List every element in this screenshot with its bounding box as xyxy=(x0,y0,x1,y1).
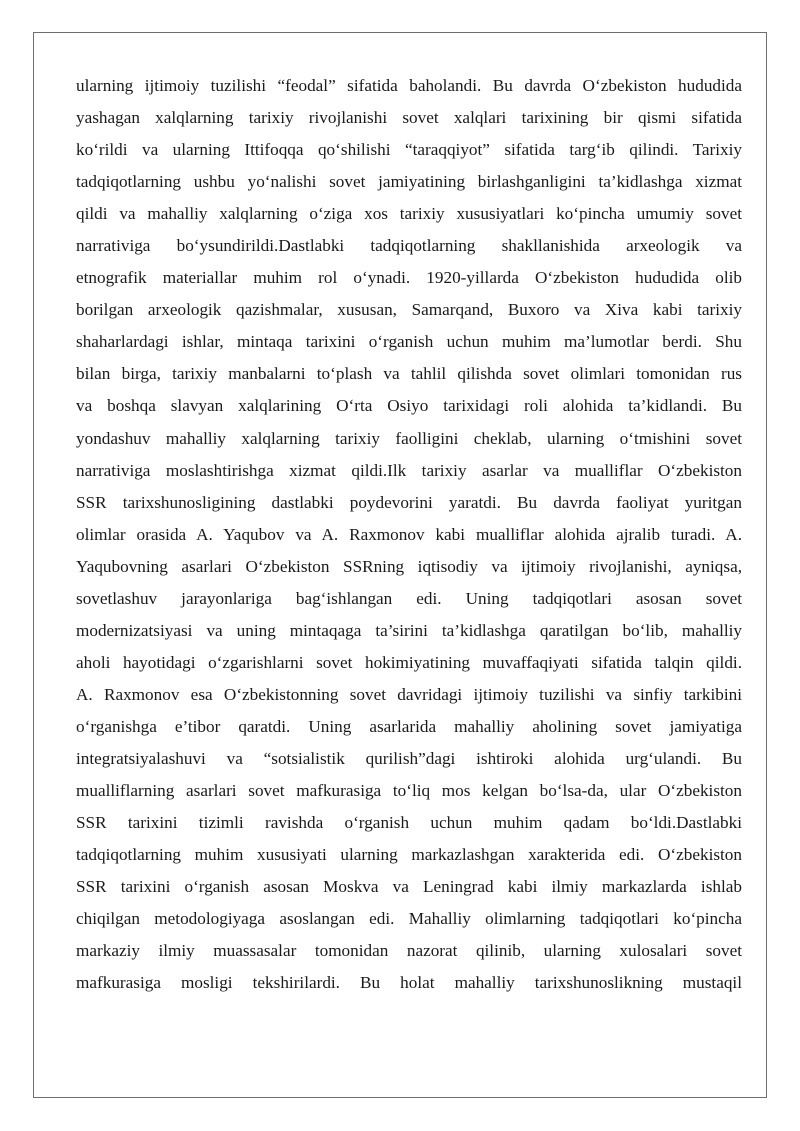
text-line: tadqiqotlarning ushbu yo‘nalishi sovet jamiyatining birlashganligini ta’kidlashga xizmat xyxy=(76,172,742,192)
text-line: yondashuv mahalliy xalqlarning tarixiy faolligini cheklab, ularning o‘tmishini sovet xyxy=(76,428,742,448)
text-line: SSR tarixini o‘rganish asosan Moskva va Leningrad kabi ilmiy markazlarda ishlab xyxy=(76,877,742,897)
text-line: tadqiqotlarning muhim xususiyati ularning markazlashgan xarakterida edi. O‘zbekiston xyxy=(76,845,742,865)
text-line: va boshqa slavyan xalqlarining O‘rta Osiyo tarixidagi roli alohida ta’kidlandi. Bu xyxy=(76,396,742,416)
text-line: narrativiga bo‘ysundirildi.Dastlabki tadqiqotlarning shakllanishida arxeologik va xyxy=(76,236,742,256)
text-line: modernizatsiyasi va uning mintaqaga ta’sirini ta’kidlashga qaratilgan bo‘lib, mahalliy xyxy=(76,620,742,640)
text-line: qildi va mahalliy xalqlarning o‘ziga xos tarixiy xususiyatlari ko‘pincha umumiy sovet xyxy=(76,204,742,224)
text-line: chiqilgan metodologiyaga asoslangan edi. Mahalliy olimlarning tadqiqotlari ko‘pincha xyxy=(76,909,742,929)
text-line: yashagan xalqlarning tarixiy rivojlanishi sovet xalqlari tarixining bir qismi sifatida xyxy=(76,108,742,128)
text-line: bilan birga, tarixiy manbalarni to‘plash va tahlil qilishda sovet olimlari tomonidan rus xyxy=(76,364,742,384)
text-line: Yaqubovning asarlari O‘zbekiston SSRning iqtisodiy va ijtimoiy rivojlanishi, ayniqsa, xyxy=(76,556,742,576)
text-line: SSR tarixini tizimli ravishda o‘rganish uchun muhim qadam bo‘ldi.Dastlabki xyxy=(76,813,742,833)
text-line: o‘rganishga e’tibor qaratdi. Uning asarlarida mahalliy aholining sovet jamiyatiga xyxy=(76,716,742,736)
text-line: integratsiyalashuvi va “sotsialistik qurilish”dagi ishtiroki alohida urg‘ulandi. Bu xyxy=(76,748,742,768)
text-line: markaziy ilmiy muassasalar tomonidan nazorat qilinib, ularning xulosalari sovet xyxy=(76,941,742,961)
text-line: shaharlardagi ishlar, mintaqa tarixini o‘rganish uchun muhim ma’lumotlar berdi. Shu xyxy=(76,332,742,352)
text-line: mualliflarning asarlari sovet mafkurasiga to‘liq mos kelgan bo‘lsa-da, ular O‘zbekiston xyxy=(76,781,742,801)
text-line: borilgan arxeologik qazishmalar, xususan, Samarqand, Buxoro va Xiva kabi tarixiy xyxy=(76,300,742,320)
text-line: A. Raxmonov esa O‘zbekistonning sovet davridagi ijtimoiy tuzilishi va sinfiy tarkibini xyxy=(76,684,742,704)
text-line: etnografik materiallar muhim rol o‘ynadi. 1920-yillarda O‘zbekiston hududida olib xyxy=(76,268,742,288)
text-line: narrativiga moslashtirishga xizmat qildi.Ilk tarixiy asarlar va mualliflar O‘zbekiston xyxy=(76,460,742,480)
text-line: aholi hayotidagi o‘zgarishlarni sovet hokimiyatining muvaffaqiyati sifatida talqin qildi. xyxy=(76,652,742,672)
text-line: ularning ijtimoiy tuzilishi “feodal” sifatida baholandi. Bu davrda O‘zbekiston hududida xyxy=(76,76,742,95)
body-paragraph xyxy=(76,70,742,999)
text-line: ko‘rildi va ularning Ittifoqqa qo‘shilishi “taraqqiyot” sifatida targ‘ib qilindi. Tarixiy xyxy=(76,140,742,160)
text-line: sovetlashuv jarayonlariga bag‘ishlangan edi. Uning tadqiqotlari asosan sovet xyxy=(76,588,742,608)
text-line: SSR tarixshunosligining dastlabki poydevorini yaratdi. Bu davrda faoliyat yuritgan xyxy=(76,492,742,512)
text-line: mafkurasiga mosligi tekshirilardi. Bu holat mahalliy tarixshunoslikning mustaqil xyxy=(76,973,742,993)
text-line: olimlar orasida A. Yaqubov va A. Raxmonov kabi mualliflar alohida ajralib turadi. A. xyxy=(76,524,742,544)
